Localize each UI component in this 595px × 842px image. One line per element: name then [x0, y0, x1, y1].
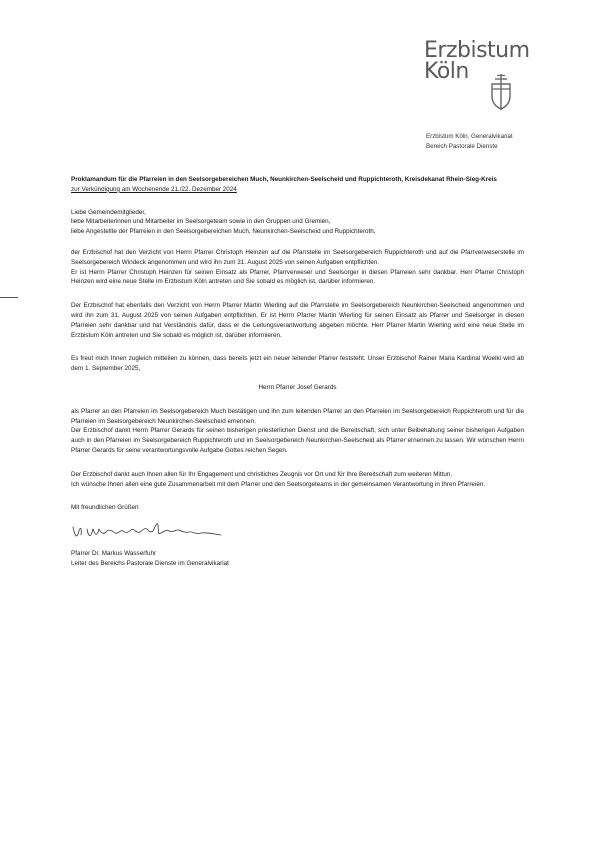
salutation-line: liebe Angestellte der Pfarreien in den Seelsorgebereichen Much, Neunkirchen-Seelscheid und Ruppichteroth,	[71, 228, 376, 236]
cross-shield-emblem-icon	[490, 72, 512, 112]
paragraph: Der Erzbischof dankt Herrn Pfarrer Gerards für seinen bisherigen priesterlichen Dienst und die Bereitschaft, sich unter Beibehaltung seiner bisherigen Aufgaben auch in den Pfarreien im Seelsorgebereich Ruppichteroth und im Seelsorgebereich Neunkirchen-Seelscheid als Pfarrer ernennen zu lassen. Wir wünschen Herrn Pfarrer Gerards für seine verantwortungsvolle Aufgabe Gottes reichen Segen.	[71, 427, 524, 454]
salutation-line: Liebe Gemeindemitglieder,	[71, 208, 146, 216]
sender-block	[426, 132, 513, 152]
letter-subtitle: zur Verkündigung am Wochenende 21./22. Dezember 2024	[71, 185, 237, 193]
salutation-line: liebe Mitarbeiterinnen und Mitarbeiter im Seelsorgeteam sowie in den Gruppen und Gremien,	[71, 218, 331, 226]
letter-body	[71, 175, 524, 569]
letter-title: Proklamandum für die Pfarreien in den Seelsorgebereichen Much, Neunkirchen-Seelscheid und Ruppichteroth, Kreisdekanat Rhein-Sieg-Kreis	[71, 176, 497, 183]
fold-mark	[0, 297, 18, 298]
sender-line-2: Bereich Pastorale Dienste	[426, 143, 498, 150]
paragraph: Der Erzbischof hat ebenfalls den Verzicht von Herrn Pfarrer Martin Wierling auf die Pfarrstelle im Seelsorgebereich Neunkirchen-Seelscheid angenommen und wird ihn zum 31. August 2025 von seinen Aufgaben entpflichten. Er ist Herrn Pfarrer Martin Wierling für seinen Einsatz als Pfarrer und Seelsorger in diesen Pfarreien sehr dankbar und hat Verständnis dafür, dass er die Leitungsverantwortung abgeben möchte. Herr Pfarrer Martin Wierling wird eine neue Stelle im Erzbistum Köln antreten und Sie sobald es möglich ist, darüber informieren.	[71, 302, 524, 339]
signature	[71, 517, 231, 545]
paragraph: Ich wünsche Ihnen allen eine gute Zusammenarbeit mit dem Pfarrer und den Seelsorgeteams in der gemeinsamen Verantwortung in Ihren Pfarreien.	[71, 480, 486, 488]
logo	[424, 40, 530, 82]
paragraph: Es freut mich Ihnen zugleich mitteilen zu können, dass bereits jetzt ein neuer leitender Pfarrer feststeht. Unser Erzbischof Rainer Maria Kardinal Woelki wird ab dem 1. September 2025,	[71, 355, 524, 373]
signatory-name: Pfarrer Dr. Markus Wasserfuhr	[71, 550, 157, 558]
sender-line-1: Erzbistum Köln, Generalvikariat	[426, 133, 513, 140]
paragraph: Der Erzbischof dankt auch Ihnen allen für Ihr Engagement und christliches Zeugnis vor Ort und für Ihre Bereitschaft zum weiteren Mittun.	[71, 470, 453, 478]
paragraph: als Pfarrer an den Pfarreien im Seelsorgebereich Much bestätigen und ihn zum leitenden Pfarrer an den Pfarreien im Seelsorgebereich Ruppichteroth und für die Pfarreien im Seelsorgebereich Neunkirchen-Seelscheid ernennen.	[71, 407, 524, 425]
paragraph: der Erzbischof hat den Verzicht von Herrn Pfarrer Christoph Heinzen auf die Pfarrstelle im Seelsorgebereich Ruppichteroth und auf die Pfarrverweserstelle im Seelsorgebereich Windeck angenommen und wird ihn zum 31. August 2025 von seinen Aufgaben entpflichten.	[71, 248, 524, 266]
logo-line-2: Köln	[424, 59, 469, 84]
new-pastor-name: Herrn Pfarrer Josef Gerards	[258, 383, 337, 391]
closing-greeting: Mit freundlichen Grüßen	[71, 504, 139, 512]
signatory-role: Leiter des Bereichs Pastorale Dienste im Generalvikariat	[71, 559, 229, 567]
logo-line-1: Erzbistum	[424, 38, 530, 63]
paragraph: Er ist Herrn Pfarrer Christoph Heinzen für seinen Einsatz als Pfarrer, Pfarrverweser und Seelsorger in diesen Pfarreien sehr dankbar. Herr Pfarrer Christoph Heinzen wird eine neue Stelle im Erzbistum Köln antreten und Sie sobald es möglich ist, darüber informieren.	[71, 268, 524, 286]
